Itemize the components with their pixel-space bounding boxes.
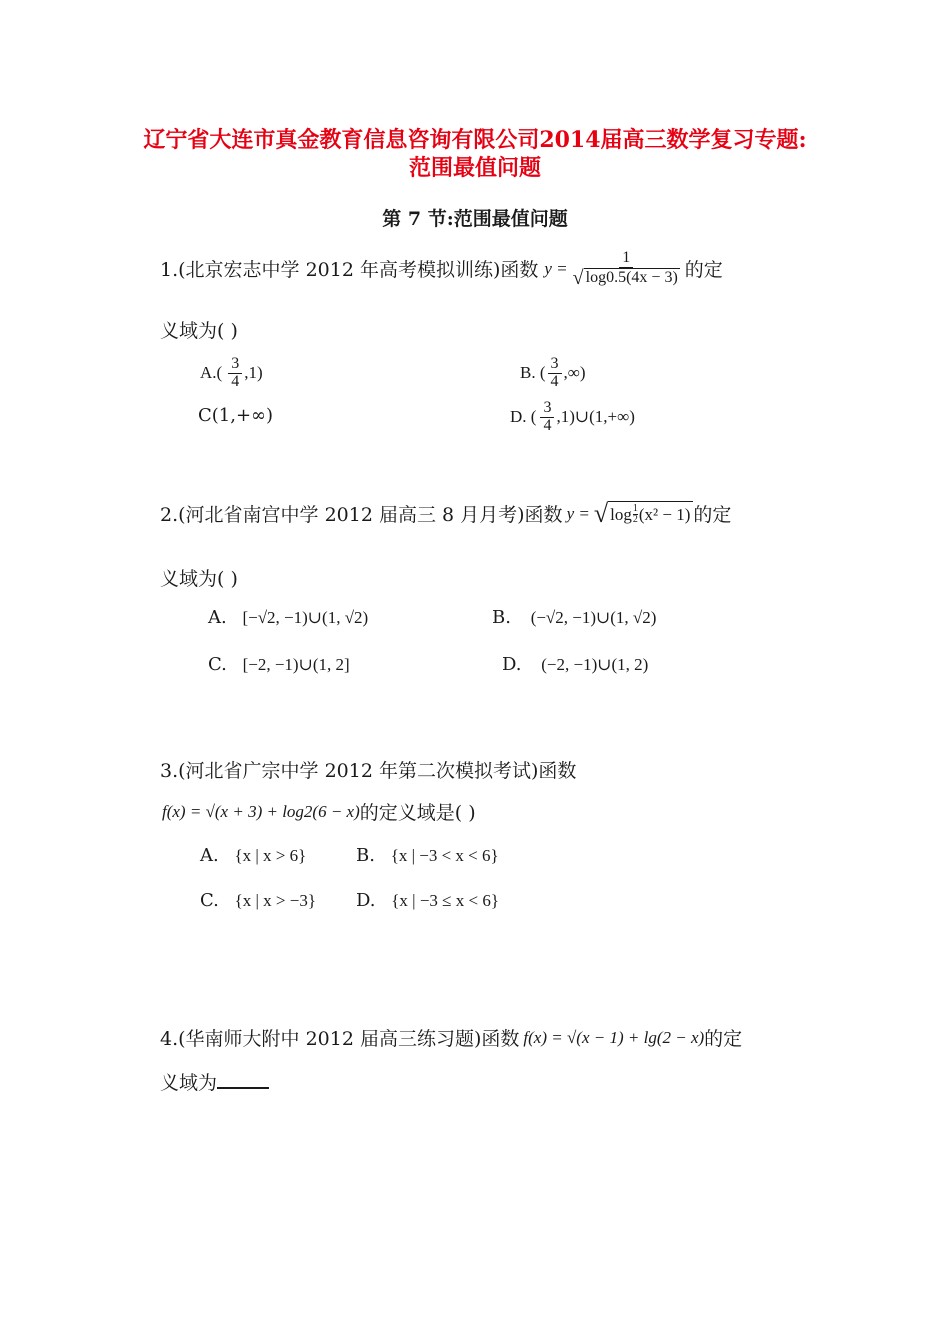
q2-option-b[interactable]: B. (−√2, −1)∪(1, √2) xyxy=(492,607,657,628)
q4-func: f(x) = √(x − 1) + lg(2 − x) xyxy=(523,1027,705,1047)
q2-suffix: 的定 xyxy=(693,504,732,526)
doc-title-line1: 辽宁省大连市真金教育信息咨询有限公司2014届高三数学复习专题: xyxy=(143,127,807,153)
q2-prefix: 2.(河北省南宫中学 2012 届高三 8 月月考)函数 xyxy=(160,504,563,526)
q2-line2: 义域为( ) xyxy=(160,568,238,590)
q3-func: f(x) = √(x + 3) + log2(6 − x) xyxy=(162,801,360,821)
q1-option-c[interactable]: C(1,+∞) xyxy=(198,405,274,426)
q1-option-b[interactable]: B. ( $\frac{3}{4}$ ,∞) xyxy=(520,355,586,390)
question-4-stem xyxy=(160,1024,742,1051)
question-1-stem xyxy=(160,250,723,288)
q1-radical-sign: √ xyxy=(572,266,584,289)
question-3-stem: 3.(河北省广宗中学 2012 年第二次模拟考试)函数 xyxy=(160,760,577,782)
q1-suffix: 的定 xyxy=(684,259,723,282)
q1-option-d[interactable]: D. ( $\frac{3}{4}$ ,1)∪(1,+∞) xyxy=(510,399,635,434)
q1-prefix: 1.(北京宏志中学 2012 年高考模拟训练)函数 xyxy=(160,259,539,282)
q3-option-a[interactable]: A. {x | x > 6} xyxy=(200,845,307,866)
q3-option-c[interactable]: C. {x | x > −3} xyxy=(200,890,316,911)
q1-func-fraction xyxy=(570,250,683,288)
q4-line2: 义域为 xyxy=(160,1068,269,1095)
q3-option-d[interactable]: D. {x | −3 ≤ x < 6} xyxy=(356,890,499,911)
q4-answer-blank[interactable] xyxy=(217,1069,269,1089)
q4-suffix: 的定 xyxy=(704,1028,743,1050)
q1-line2: 义域为( ) xyxy=(160,320,238,342)
q2-func-lhs: y = xyxy=(566,503,590,523)
q1-func-num: 1 xyxy=(619,250,633,268)
q2-option-c[interactable]: C. [−2, −1)∪(1, 2] xyxy=(208,654,350,675)
q2-func-body: (x² − 1) xyxy=(638,504,691,524)
q3-option-b[interactable]: B. {x | −3 < x < 6} xyxy=(356,845,499,866)
q1-option-a[interactable]: A.( $\frac{3}{4}$ ,1) xyxy=(200,355,263,390)
q2-radical-sign: √ xyxy=(593,498,609,528)
q2-func-radical xyxy=(593,498,694,528)
q2-log: log xyxy=(610,504,632,524)
doc-title-line2: 范围最值问题 xyxy=(408,155,541,181)
q3-suffix: 的定义域是( ) xyxy=(359,802,476,824)
section-heading: 第 7 节:范围最值问题 xyxy=(382,208,568,230)
q2-option-a[interactable]: A. [−√2, −1)∪(1, √2) xyxy=(208,607,369,628)
q1-func-den: log0.5(4x − 3) xyxy=(585,268,678,286)
q2-option-d[interactable]: D. (−2, −1)∪(1, 2) xyxy=(502,654,649,675)
q3-stem-line2 xyxy=(162,798,476,825)
question-2-stem xyxy=(160,500,731,527)
q1-func-lhs: y = xyxy=(544,258,568,278)
q4-prefix: 4.(华南师大附中 2012 届高三练习题)函数 xyxy=(160,1028,520,1050)
q2-log-base: 1 2 xyxy=(632,503,638,525)
